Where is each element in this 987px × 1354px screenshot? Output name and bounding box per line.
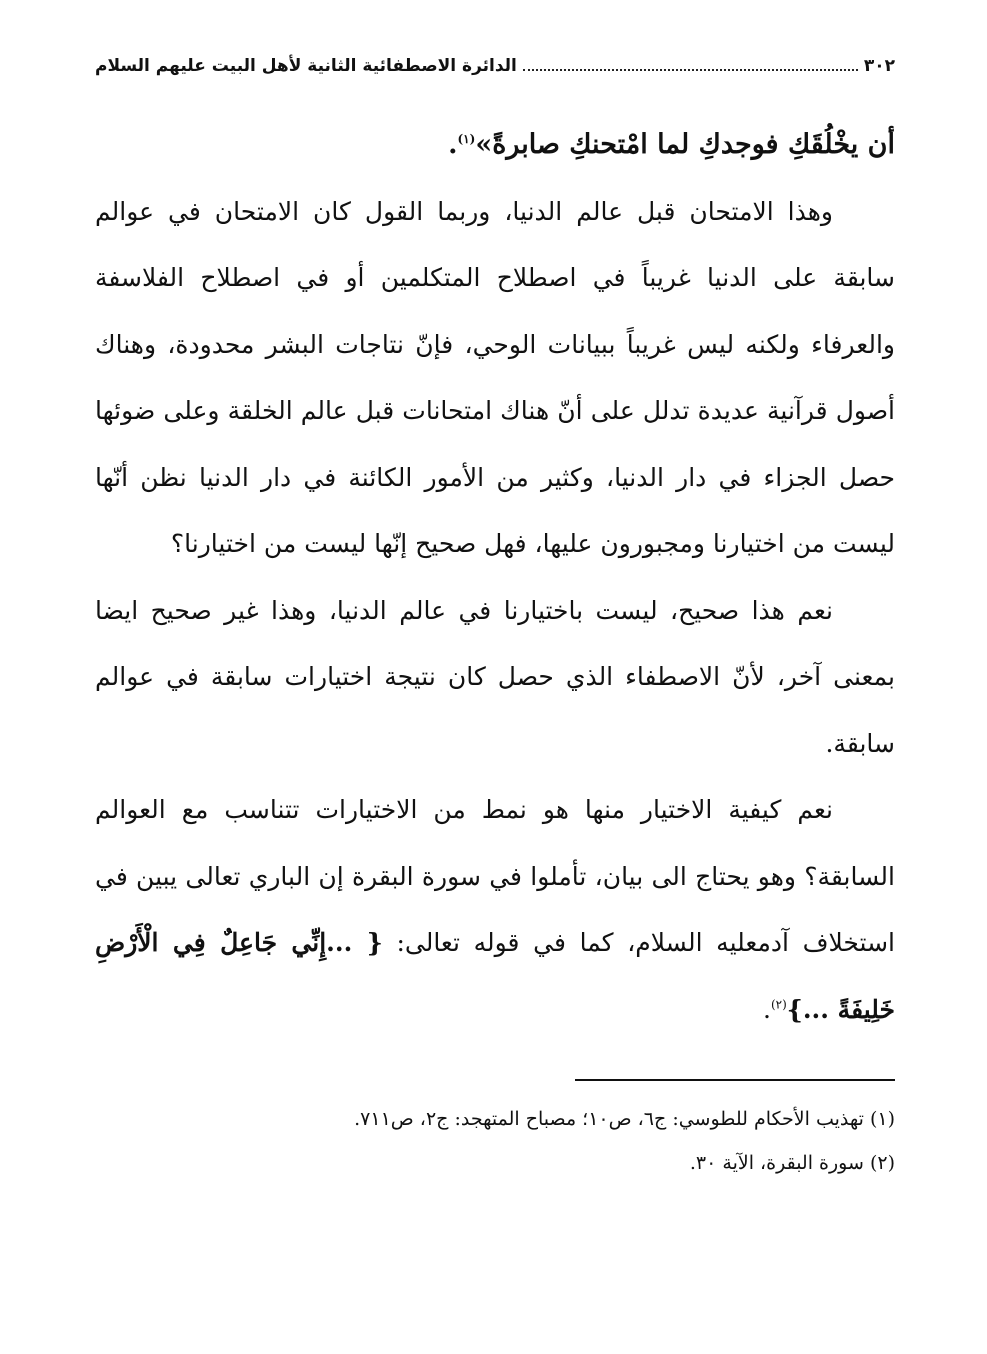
paragraph-3: [95, 777, 895, 1043]
paragraph-continuation: [95, 112, 895, 179]
page-number: ٣٠٢: [863, 56, 895, 76]
body-text: [95, 112, 895, 1043]
paragraph-3-text: نعم كيفية الاختيار منها هو نمط من الاختيارات تتناسب مع العوالم السابقة؟ وهو يحتاج الى بيان، تأملوا في سورة البقرة إن الباري تعالى يبين في استخلاف آدمعليه السلام، كما في قوله تعالى:: [95, 795, 895, 957]
paragraph-2: نعم هذا صحيح، ليست باختيارنا في عالم الدنيا، وهذا غير صحيح ايضا بمعنى آخر، لأنّ الاصطفاء الذي حصل كان نتيجة اختيارات سابقة في عوالم سابقة.: [95, 595, 895, 758]
paragraph-1: وهذا الامتحان قبل عالم الدنيا، وربما القول كان الامتحان في عوالم سابقة على الدنيا غريباً في اصطلاح المتكلمين أو في اصطلاح الفلاسفة والعرفاء ولكنه ليس غريباً ببيانات الوحي، فإنّ نتاجات البشر محدودة، وهناك أصول قرآنية عديدة تدلل على أنّ هناك امتحانات قبل عالم الخلقة وعلى ضوئها حصل الجزاء في دار الدنيا، وكثير من الأمور الكائنة في دار الدنيا نظن أنّها ليست من اختيارنا ومجبورون عليها، فهل صحيح إنّها ليست من اختيارنا؟: [95, 196, 895, 558]
footnote-ref-1: (١): [457, 132, 476, 146]
header-dot-leader: [523, 68, 858, 71]
running-title: الدائرة الاصطفائية الثانية لأهل البيت عليهم السلام: [95, 56, 517, 76]
paragraph-3-end: .: [763, 994, 771, 1024]
footnote-ref-2: (٢): [770, 997, 787, 1012]
quran-verse: { ...إِنِّي جَاعِلٌ فِي الْأَرْضِ خَلِيفَةً ...}: [95, 928, 895, 1024]
quote-text: أن يخْلُقَكِ فوجدكِ لما امْتحنكِ صابرةً»: [475, 129, 895, 160]
page: [95, 52, 895, 1185]
footnote-2: (٢) سورة البقرة، الآية ٣٠.: [689, 1152, 895, 1174]
footnote-1: (١) تهذيب الأحكام للطوسي: ج٦، ص١٠؛ مصباح المتهجد: ج٢، ص٧١١.: [354, 1108, 895, 1130]
quote-end: .: [448, 129, 458, 160]
footnotes: [95, 1097, 895, 1185]
footnote-separator: [575, 1079, 895, 1081]
running-header: [95, 52, 895, 82]
